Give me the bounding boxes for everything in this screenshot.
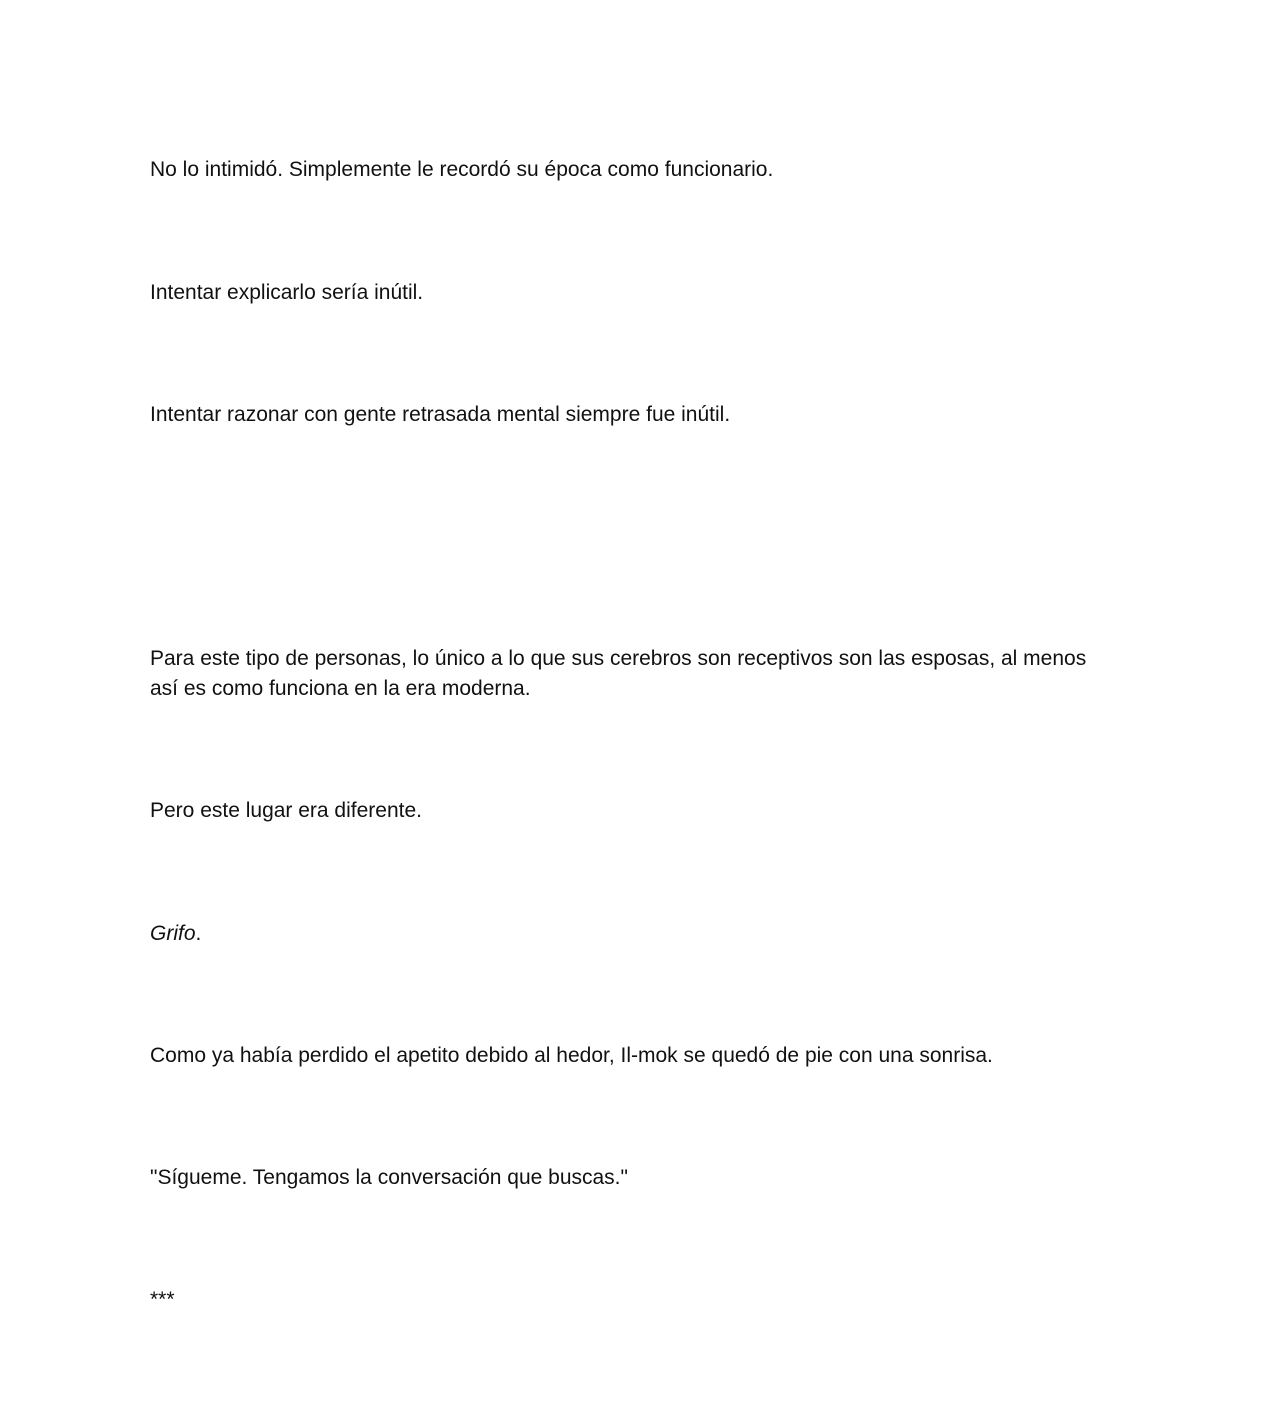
paragraph-7 xyxy=(150,1041,1110,1071)
paragraph-8 xyxy=(150,1163,1110,1193)
paragraph-3 xyxy=(150,400,1110,430)
paragraph-text: Pero este lugar era diferente. xyxy=(150,799,422,822)
paragraph-text: *** xyxy=(150,1288,175,1311)
paragraph-6 xyxy=(150,919,1110,949)
paragraph-text: Para este tipo de personas, lo único a lo que sus cerebros son receptivos son las esposas, al menos así es como funciona en la era moderna. xyxy=(150,647,1087,700)
paragraph-2 xyxy=(150,278,1110,308)
paragraph-4 xyxy=(150,644,1090,704)
paragraph-text: Intentar explicarlo sería inútil. xyxy=(150,281,424,304)
paragraph-suffix: . xyxy=(195,922,202,945)
paragraph-text: "Sígueme. Tengamos la conversación que buscas." xyxy=(150,1166,628,1189)
paragraph-text: Como ya había perdido el apetito debido al hedor, Il-mok se quedó de pie con una sonrisa. xyxy=(150,1044,993,1067)
paragraph-1 xyxy=(150,155,1110,185)
italic-word: Grifo xyxy=(150,922,196,945)
paragraph-text: No lo intimidó. Simplemente le recordó su época como funcionario. xyxy=(150,158,774,181)
paragraph-5 xyxy=(150,796,1110,826)
section-separator xyxy=(150,1285,1110,1315)
paragraph-text: Intentar razonar con gente retrasada mental siempre fue inútil. xyxy=(150,403,731,426)
